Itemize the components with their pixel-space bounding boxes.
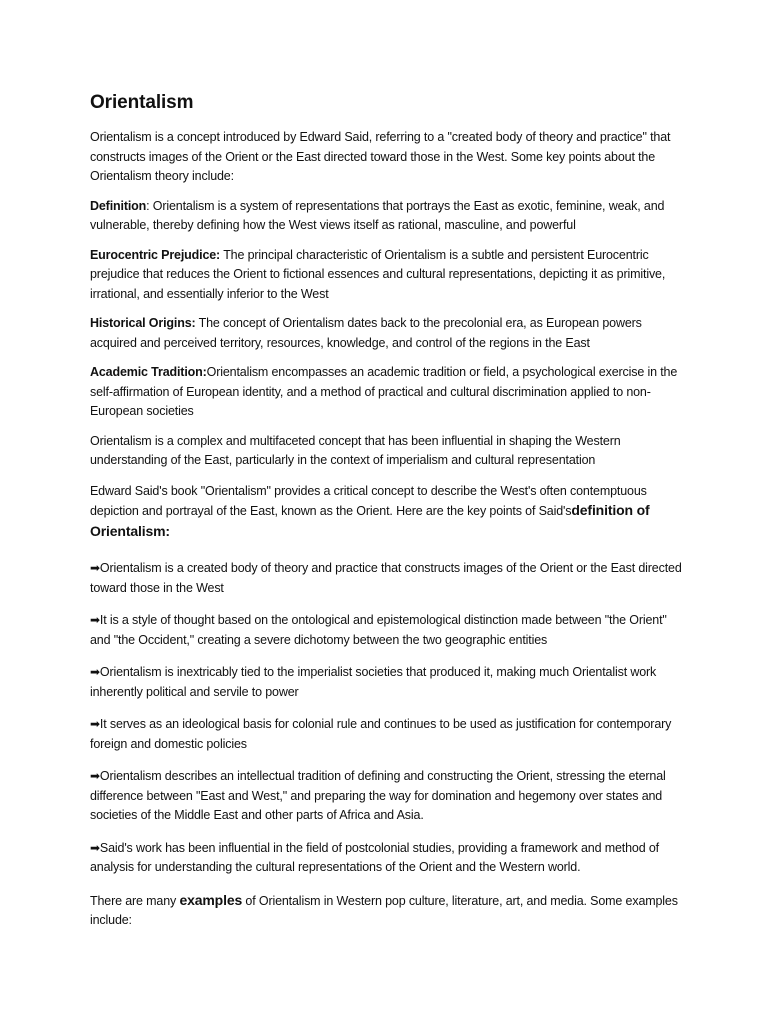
historical-origins-label: Historical Origins: xyxy=(90,316,196,330)
historical-origins-text: The concept of Orientalism dates back to the precolonial era, as European powers acquired and perceived territory, resources, knowledge, and control of the regions in the East xyxy=(90,316,642,350)
said-intro-paragraph xyxy=(90,482,688,543)
key-point xyxy=(90,715,688,754)
eurocentric-prejudice-text: The principal characteristic of Orientalism is a subtle and persistent Eurocentric prejudice that reduces the Orient to fictional essences and cultural representations, depicting it as primitive, irrational, and essentially inferior to the West xyxy=(90,247,666,301)
page-title: Orientalism xyxy=(90,92,194,113)
key-point xyxy=(90,767,688,826)
said-intro-bold: definition of Orientalism: xyxy=(90,502,650,539)
key-point-text: It is a style of thought based on the ontological and epistemological distinction made between "the Orient" and "the Occident," creating a severe dichotomy between the two geographic entities xyxy=(90,613,667,647)
key-point-text: Orientalism is a created body of theory and practice that constructs images of the Orient or the East directed toward those in the West xyxy=(90,561,682,595)
definition-separator: : xyxy=(146,198,153,213)
summary-paragraph: Orientalism is a complex and multifaceted concept that has been influential in shaping the Western understanding of the East, particularly in the context of imperialism and cultural representation xyxy=(90,433,621,467)
eurocentric-prejudice-label: Eurocentric Prejudice: xyxy=(90,247,221,262)
examples-before: There are many xyxy=(90,893,177,908)
definition-paragraph xyxy=(90,197,688,236)
right-arrow-icon: ➡ xyxy=(90,769,100,783)
intro-paragraph: Orientalism is a concept introduced by Edward Said, referring to a "created body of theory and practice" that constructs images of the Orient or the East directed toward those in the West. Some key points about the Orientalism theory include: xyxy=(90,130,671,183)
key-point-text: Orientalism is inextricably tied to the imperialist societies that produced it, making much Orientalist work inherently political and servile to power xyxy=(90,665,657,699)
right-arrow-icon: ➡ xyxy=(90,561,100,575)
right-arrow-icon: ➡ xyxy=(90,613,100,627)
definition-label: Definition xyxy=(90,198,147,213)
right-arrow-icon: ➡ xyxy=(90,665,100,679)
key-point xyxy=(90,663,688,702)
key-point-text: It serves as an ideological basis for colonial rule and continues to be used as justification for contemporary foreign and domestic policies xyxy=(90,717,672,751)
examples-after: of Orientalism in Western pop culture, literature, art, and media. Some examples include: xyxy=(90,893,678,927)
key-point xyxy=(90,839,688,878)
definition-text: Orientalism is a system of representations that portrays the East as exotic, feminine, weak, and vulnerable, thereby defining how the West views itself as rational, masculine, and powerful xyxy=(90,198,665,232)
right-arrow-icon: ➡ xyxy=(90,840,100,855)
examples-bold: examples xyxy=(179,891,243,908)
key-point-text: Said's work has been influential in the field of postcolonial studies, providing a framework and method of analysis for understanding the cultural representations of the Orient and the Western world. xyxy=(90,840,659,874)
academic-tradition-label: Academic Tradition: xyxy=(90,365,207,379)
key-point-text: Orientalism describes an intellectual tradition of defining and constructing the Orient, stressing the eternal difference between "East and West," and preparing the way for domination and hegemony over states and societies of the Middle East and other parts of Africa and Asia. xyxy=(90,769,666,822)
key-point xyxy=(90,559,688,598)
historical-origins-paragraph xyxy=(90,314,688,353)
right-arrow-icon: ➡ xyxy=(90,717,100,731)
key-point xyxy=(90,611,688,650)
said-intro-text: Edward Said's book "Orientalism" provides a critical concept to describe the West's often contemptuous depiction and portrayal of the East, known as the Orient. Here are the key points of Said's xyxy=(90,483,647,518)
academic-tradition-text: Orientalism encompasses an academic tradition or field, a psychological exercise in the self-affirmation of European identity, and a method of practical and cultural discrimination applied to non-European societies xyxy=(90,365,678,418)
examples-paragraph xyxy=(90,891,688,931)
academic-tradition-paragraph xyxy=(90,363,688,422)
eurocentric-prejudice-paragraph xyxy=(90,246,688,305)
